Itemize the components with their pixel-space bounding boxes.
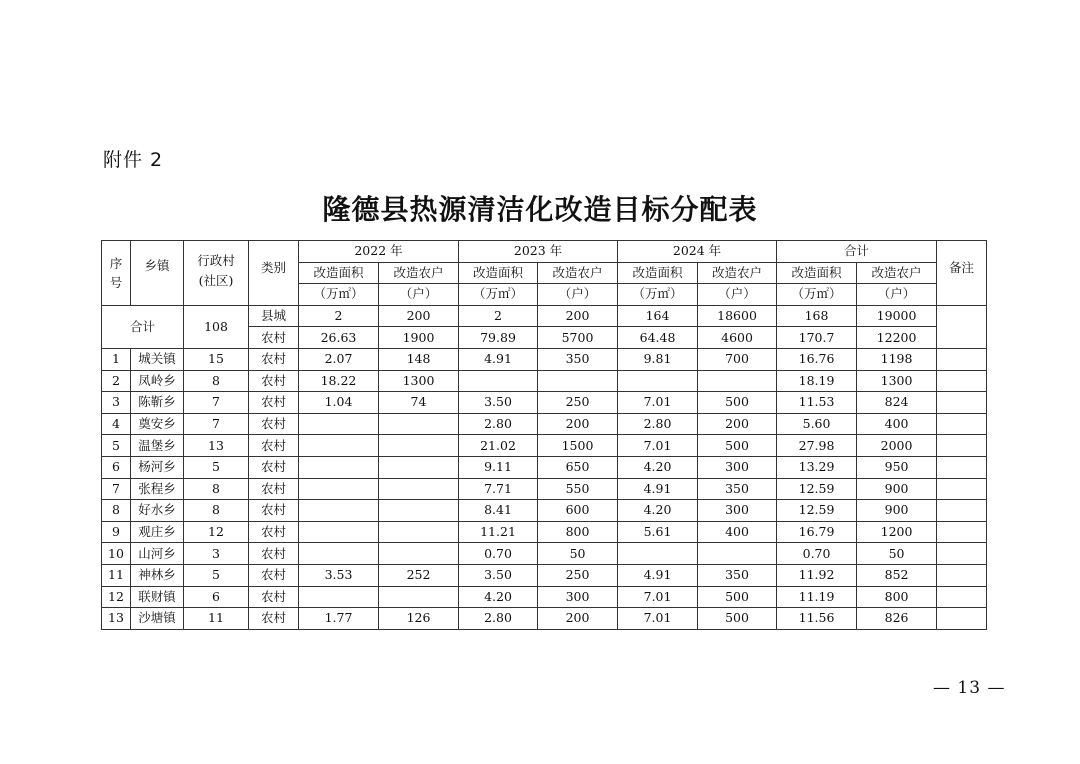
row-no: 10 (102, 543, 131, 565)
row-value (379, 543, 459, 565)
header-households-label: 改造农户 (857, 262, 937, 284)
row-villages: 8 (184, 478, 249, 500)
header-town (131, 241, 184, 306)
row-value: 1.77 (299, 608, 379, 630)
row-value: 21.02 (459, 435, 538, 457)
header-area-label: 改造面积 (299, 262, 379, 284)
row-value: 200 (538, 413, 618, 435)
total-remark (937, 305, 987, 348)
row-villages: 7 (184, 392, 249, 414)
row-value: 16.76 (777, 348, 857, 370)
total-villages: 108 (184, 305, 249, 348)
table-row (102, 500, 987, 522)
row-value: 7.01 (618, 435, 698, 457)
row-villages: 3 (184, 543, 249, 565)
row-value: 18.22 (299, 370, 379, 392)
header-remarks (937, 241, 987, 306)
row-value (299, 521, 379, 543)
row-value: 4.20 (459, 586, 538, 608)
row-value: 900 (857, 500, 937, 522)
row-town: 好水乡 (131, 500, 184, 522)
row-villages: 11 (184, 608, 249, 630)
row-value: 11.53 (777, 392, 857, 414)
row-value: 9.11 (459, 456, 538, 478)
table-row (102, 608, 987, 630)
header-year-2022: 2022 年 (299, 241, 459, 263)
row-remark (937, 543, 987, 565)
row-value: 200 (698, 413, 777, 435)
row-villages: 15 (184, 348, 249, 370)
total-value: 18600 (698, 305, 777, 327)
row-value (618, 543, 698, 565)
row-remark (937, 348, 987, 370)
row-value: 300 (698, 500, 777, 522)
row-value (379, 500, 459, 522)
header-seq (102, 241, 131, 306)
row-value (299, 456, 379, 478)
header-area-unit: （万㎡） (299, 284, 379, 306)
row-town: 凤岭乡 (131, 370, 184, 392)
row-value: 250 (538, 392, 618, 414)
row-value (299, 500, 379, 522)
total-value: 79.89 (459, 327, 538, 349)
total-row-county (102, 305, 987, 327)
row-value: 800 (857, 586, 937, 608)
header-villages-line2: (社区) (198, 273, 234, 288)
row-value: 50 (857, 543, 937, 565)
row-value: 4.91 (459, 348, 538, 370)
row-value: 5.60 (777, 413, 857, 435)
row-value: 2000 (857, 435, 937, 457)
row-value: 18.19 (777, 370, 857, 392)
row-category: 农村 (249, 370, 299, 392)
row-category: 农村 (249, 608, 299, 630)
row-town: 城关镇 (131, 348, 184, 370)
table-row (102, 413, 987, 435)
row-value: 7.01 (618, 608, 698, 630)
row-value: 400 (857, 413, 937, 435)
row-value (698, 370, 777, 392)
row-value: 7.01 (618, 392, 698, 414)
header-area-unit: （万㎡） (777, 284, 857, 306)
total-label: 合计 (102, 305, 184, 348)
row-value: 2.07 (299, 348, 379, 370)
table-row (102, 564, 987, 586)
row-value: 4.20 (618, 456, 698, 478)
row-value: 13.29 (777, 456, 857, 478)
row-value: 3.50 (459, 392, 538, 414)
row-villages: 7 (184, 413, 249, 435)
row-value: 2.80 (459, 608, 538, 630)
total-value: 200 (538, 305, 618, 327)
row-villages: 12 (184, 521, 249, 543)
row-villages: 8 (184, 370, 249, 392)
header-households-unit: （户） (379, 284, 459, 306)
row-value: 27.98 (777, 435, 857, 457)
row-value: 3.53 (299, 564, 379, 586)
row-value (379, 478, 459, 500)
row-value: 900 (857, 478, 937, 500)
row-town: 奠安乡 (131, 413, 184, 435)
row-value: 11.92 (777, 564, 857, 586)
row-value (698, 543, 777, 565)
total-value: 19000 (857, 305, 937, 327)
header-area-label: 改造面积 (777, 262, 857, 284)
row-value: 7.01 (618, 586, 698, 608)
row-no: 7 (102, 478, 131, 500)
row-value: 500 (698, 586, 777, 608)
row-value: 74 (379, 392, 459, 414)
row-value: 500 (698, 608, 777, 630)
header-category (249, 241, 299, 306)
header-area-unit: （万㎡） (459, 284, 538, 306)
row-value: 0.70 (459, 543, 538, 565)
row-value: 2.80 (618, 413, 698, 435)
total-value: 4600 (698, 327, 777, 349)
row-value (299, 586, 379, 608)
row-remark (937, 456, 987, 478)
row-value: 350 (538, 348, 618, 370)
row-value: 500 (698, 392, 777, 414)
header-households-label: 改造农户 (698, 262, 777, 284)
row-value: 824 (857, 392, 937, 414)
total-value: 64.48 (618, 327, 698, 349)
row-value (299, 413, 379, 435)
row-value: 300 (698, 456, 777, 478)
row-town: 沙塘镇 (131, 608, 184, 630)
row-value: 1200 (857, 521, 937, 543)
table-row (102, 456, 987, 478)
row-value: 1500 (538, 435, 618, 457)
row-value (538, 370, 618, 392)
row-remark (937, 370, 987, 392)
row-value: 500 (698, 435, 777, 457)
allocation-table (101, 240, 987, 630)
header-households-label: 改造农户 (538, 262, 618, 284)
row-value: 126 (379, 608, 459, 630)
total-value: 170.7 (777, 327, 857, 349)
table-row (102, 543, 987, 565)
header-seq-text: 序号 (109, 255, 123, 290)
row-no: 1 (102, 348, 131, 370)
header-households-unit: （户） (538, 284, 618, 306)
header-year-total: 合计 (777, 241, 937, 263)
row-value: 5.61 (618, 521, 698, 543)
header-area-unit: （万㎡） (618, 284, 698, 306)
row-category: 农村 (249, 586, 299, 608)
row-value: 826 (857, 608, 937, 630)
row-value: 1300 (379, 370, 459, 392)
header-row-years (102, 241, 987, 263)
row-no: 3 (102, 392, 131, 414)
row-category: 农村 (249, 543, 299, 565)
table-row (102, 478, 987, 500)
row-value (299, 435, 379, 457)
row-no: 12 (102, 586, 131, 608)
total-value: 164 (618, 305, 698, 327)
row-remark (937, 586, 987, 608)
row-value: 7.71 (459, 478, 538, 500)
row-value (618, 370, 698, 392)
header-villages-line1: 行政村 (197, 253, 235, 268)
row-value: 800 (538, 521, 618, 543)
row-value: 148 (379, 348, 459, 370)
row-value: 350 (698, 478, 777, 500)
row-value: 1198 (857, 348, 937, 370)
row-no: 11 (102, 564, 131, 586)
header-households-unit: （户） (857, 284, 937, 306)
row-no: 6 (102, 456, 131, 478)
row-category: 农村 (249, 348, 299, 370)
row-category: 农村 (249, 413, 299, 435)
row-value: 0.70 (777, 543, 857, 565)
header-year-2023: 2023 年 (459, 241, 618, 263)
row-value (379, 413, 459, 435)
row-value: 252 (379, 564, 459, 586)
table-row (102, 435, 987, 457)
row-town: 温堡乡 (131, 435, 184, 457)
row-villages: 5 (184, 564, 249, 586)
row-villages: 6 (184, 586, 249, 608)
row-villages: 5 (184, 456, 249, 478)
row-category: 农村 (249, 521, 299, 543)
header-households-unit: （户） (698, 284, 777, 306)
page-title: 隆德县热源清洁化改造目标分配表 (322, 193, 758, 226)
total-value: 2 (299, 305, 379, 327)
row-value: 11.19 (777, 586, 857, 608)
total-category: 农村 (249, 327, 299, 349)
row-value (379, 586, 459, 608)
total-value: 2 (459, 305, 538, 327)
row-no: 9 (102, 521, 131, 543)
row-category: 农村 (249, 500, 299, 522)
row-town: 张程乡 (131, 478, 184, 500)
row-value: 11.21 (459, 521, 538, 543)
row-value (379, 435, 459, 457)
header-remarks-text: 备注 (949, 260, 975, 275)
total-value: 5700 (538, 327, 618, 349)
row-remark (937, 392, 987, 414)
row-value (379, 456, 459, 478)
row-value (459, 370, 538, 392)
row-value: 250 (538, 564, 618, 586)
total-value: 200 (379, 305, 459, 327)
row-no: 5 (102, 435, 131, 457)
row-value: 200 (538, 608, 618, 630)
row-value: 600 (538, 500, 618, 522)
row-value: 700 (698, 348, 777, 370)
row-value: 950 (857, 456, 937, 478)
row-value: 3.50 (459, 564, 538, 586)
row-value: 8.41 (459, 500, 538, 522)
row-town: 杨河乡 (131, 456, 184, 478)
row-category: 农村 (249, 456, 299, 478)
row-value: 350 (698, 564, 777, 586)
row-remark (937, 500, 987, 522)
row-no: 8 (102, 500, 131, 522)
row-value (379, 521, 459, 543)
row-category: 农村 (249, 478, 299, 500)
row-category: 农村 (249, 564, 299, 586)
row-value (299, 478, 379, 500)
row-value: 16.79 (777, 521, 857, 543)
table-row (102, 586, 987, 608)
header-villages (184, 241, 249, 306)
row-remark (937, 478, 987, 500)
table-row (102, 392, 987, 414)
row-value: 4.20 (618, 500, 698, 522)
row-town: 陈靳乡 (131, 392, 184, 414)
row-value (299, 543, 379, 565)
row-value: 50 (538, 543, 618, 565)
row-value: 11.56 (777, 608, 857, 630)
row-remark (937, 608, 987, 630)
total-value: 12200 (857, 327, 937, 349)
row-value: 400 (698, 521, 777, 543)
row-value: 852 (857, 564, 937, 586)
header-year-2024: 2024 年 (618, 241, 777, 263)
row-no: 2 (102, 370, 131, 392)
header-area-label: 改造面积 (618, 262, 698, 284)
row-town: 联财镇 (131, 586, 184, 608)
row-value: 550 (538, 478, 618, 500)
table-row (102, 521, 987, 543)
header-town-text: 乡镇 (144, 258, 170, 273)
row-value: 300 (538, 586, 618, 608)
header-category-text: 类别 (260, 260, 286, 275)
row-value: 9.81 (618, 348, 698, 370)
row-value: 4.91 (618, 478, 698, 500)
row-value: 2.80 (459, 413, 538, 435)
total-value: 26.63 (299, 327, 379, 349)
page-number: — 13 — (933, 678, 1006, 698)
row-town: 神林乡 (131, 564, 184, 586)
row-no: 13 (102, 608, 131, 630)
attachment-label: 附件 2 (103, 149, 164, 171)
row-value: 12.59 (777, 478, 857, 500)
row-town: 山河乡 (131, 543, 184, 565)
row-value: 1300 (857, 370, 937, 392)
total-value: 1900 (379, 327, 459, 349)
row-category: 农村 (249, 435, 299, 457)
row-villages: 13 (184, 435, 249, 457)
row-villages: 8 (184, 500, 249, 522)
row-remark (937, 521, 987, 543)
header-area-label: 改造面积 (459, 262, 538, 284)
row-value: 12.59 (777, 500, 857, 522)
row-value: 4.91 (618, 564, 698, 586)
row-no: 4 (102, 413, 131, 435)
table-row (102, 348, 987, 370)
row-town: 观庄乡 (131, 521, 184, 543)
total-category: 县城 (249, 305, 299, 327)
header-households-label: 改造农户 (379, 262, 459, 284)
total-value: 168 (777, 305, 857, 327)
row-remark (937, 564, 987, 586)
row-remark (937, 413, 987, 435)
row-value: 1.04 (299, 392, 379, 414)
table-row (102, 370, 987, 392)
row-category: 农村 (249, 392, 299, 414)
row-value: 650 (538, 456, 618, 478)
row-remark (937, 435, 987, 457)
